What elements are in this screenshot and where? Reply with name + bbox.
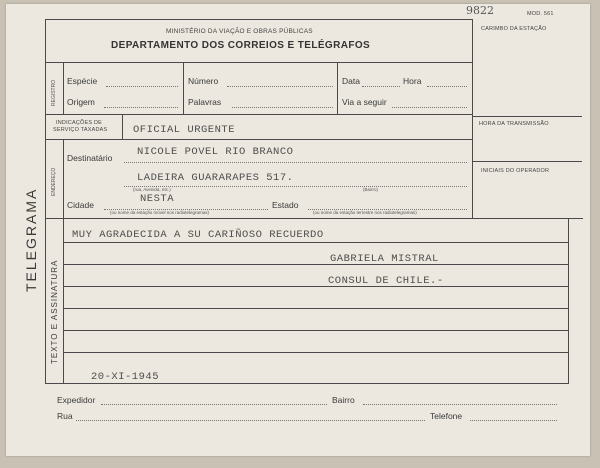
estado-hint: (ou nome da estação terrestre nos radiotelegramas) bbox=[313, 210, 417, 215]
texto-line-3 bbox=[63, 286, 568, 287]
cidade-hint: (ou nome da estação móvel nos radiotelegramas) bbox=[110, 210, 210, 215]
destinatario-value: NICOLE POVEL RIO BRANCO bbox=[137, 146, 294, 158]
hora-field[interactable] bbox=[427, 86, 467, 87]
registro-top bbox=[45, 62, 472, 63]
cidade-value: NESTA bbox=[140, 193, 175, 205]
endereco-side-label: ENDEREÇO bbox=[51, 167, 57, 196]
address-field[interactable] bbox=[124, 186, 467, 187]
iniciais-label: INICIAIS DO OPERADOR bbox=[481, 168, 550, 174]
data-field[interactable] bbox=[362, 86, 400, 87]
telefone-field[interactable] bbox=[470, 420, 557, 421]
handwritten-number: 9822 bbox=[466, 4, 494, 17]
via-field[interactable] bbox=[392, 107, 467, 108]
registro-side-label: REGISTRO bbox=[51, 79, 57, 106]
rua-hint: (rua, Avenida, etc.) bbox=[133, 187, 171, 192]
numero-label: Número bbox=[188, 76, 219, 86]
telefone-label: Telefone bbox=[430, 411, 463, 421]
telegrama-label: TELEGRAMA bbox=[23, 187, 39, 292]
expedidor-label: Expedidor bbox=[57, 395, 96, 405]
palavras-label: Palavras bbox=[188, 97, 222, 107]
numero-field[interactable] bbox=[227, 86, 333, 87]
message-line-3: CONSUL DE CHILE.- bbox=[328, 275, 444, 287]
palavras-field[interactable] bbox=[232, 107, 333, 108]
indicacoes-divider bbox=[122, 114, 123, 139]
carimbo-label: CARIMBO DA ESTAÇÃO bbox=[481, 26, 547, 32]
indicacoes-label-1: INDICAÇÕES DE bbox=[56, 120, 102, 126]
rua-field[interactable] bbox=[76, 420, 425, 421]
texto-line-4 bbox=[63, 308, 568, 309]
texto-line-2 bbox=[63, 264, 568, 265]
origem-field[interactable] bbox=[104, 107, 178, 108]
rua-label: Rua bbox=[57, 411, 73, 421]
cidade-label: Cidade bbox=[67, 200, 94, 210]
frame-left bbox=[45, 19, 46, 383]
texto-side-label: TEXTO E ASSINATURA bbox=[50, 259, 59, 364]
registro-bottom bbox=[45, 114, 472, 115]
especie-field[interactable] bbox=[106, 86, 178, 87]
indicacoes-label-2: SERVIÇO TAXADAS bbox=[53, 127, 108, 133]
bairro-label: Bairro bbox=[332, 395, 355, 405]
ministry-title: MINISTÉRIO DA VIAÇÃO E OBRAS PÚBLICAS bbox=[166, 28, 313, 35]
texto-right bbox=[568, 218, 569, 383]
right-divider-2 bbox=[472, 161, 582, 162]
indicacoes-bottom bbox=[45, 139, 472, 140]
destinatario-label: Destinatário bbox=[67, 153, 113, 163]
endereco-col bbox=[63, 139, 64, 218]
message-line-2: GABRIELA MISTRAL bbox=[330, 253, 439, 265]
data-label: Data bbox=[342, 76, 360, 86]
right-divider-1 bbox=[472, 116, 582, 117]
frame-top bbox=[45, 19, 472, 20]
mod-number: MOD. 561 bbox=[527, 11, 554, 17]
message-date: 20-XI-1945 bbox=[91, 371, 160, 383]
texto-bottom bbox=[45, 383, 569, 384]
texto-line-1 bbox=[63, 242, 568, 243]
estado-label: Estado bbox=[272, 200, 299, 210]
registro-col-2 bbox=[337, 62, 338, 114]
address-value: LADEIRA GUARARAPES 517. bbox=[137, 172, 294, 184]
indicacoes-value: OFICIAL URGENTE bbox=[133, 124, 236, 136]
registro-col-1 bbox=[183, 62, 184, 114]
registro-col-0 bbox=[63, 62, 64, 114]
department-title: DEPARTAMENTO DOS CORREIOS E TELÉGRAFOS bbox=[111, 40, 371, 51]
hora-label: Hora bbox=[403, 76, 422, 86]
origem-label: Origem bbox=[67, 97, 95, 107]
hora-transmissao-label: HORA DA TRANSMISSÃO bbox=[479, 121, 549, 127]
frame-right bbox=[472, 19, 473, 218]
message-line-1: MUY AGRADECIDA A SU CARIÑOSO RECUERDO bbox=[72, 229, 324, 241]
bairro-hint: (Bairro) bbox=[363, 187, 379, 192]
destinatario-field[interactable] bbox=[124, 162, 467, 163]
via-label: Via a seguir bbox=[342, 97, 387, 107]
especie-label: Espécie bbox=[67, 76, 98, 86]
bairro-field[interactable] bbox=[363, 404, 557, 405]
texto-line-6 bbox=[63, 352, 568, 353]
texto-line-5 bbox=[63, 330, 568, 331]
endereco-bottom bbox=[45, 218, 583, 219]
expedidor-field[interactable] bbox=[101, 404, 327, 405]
